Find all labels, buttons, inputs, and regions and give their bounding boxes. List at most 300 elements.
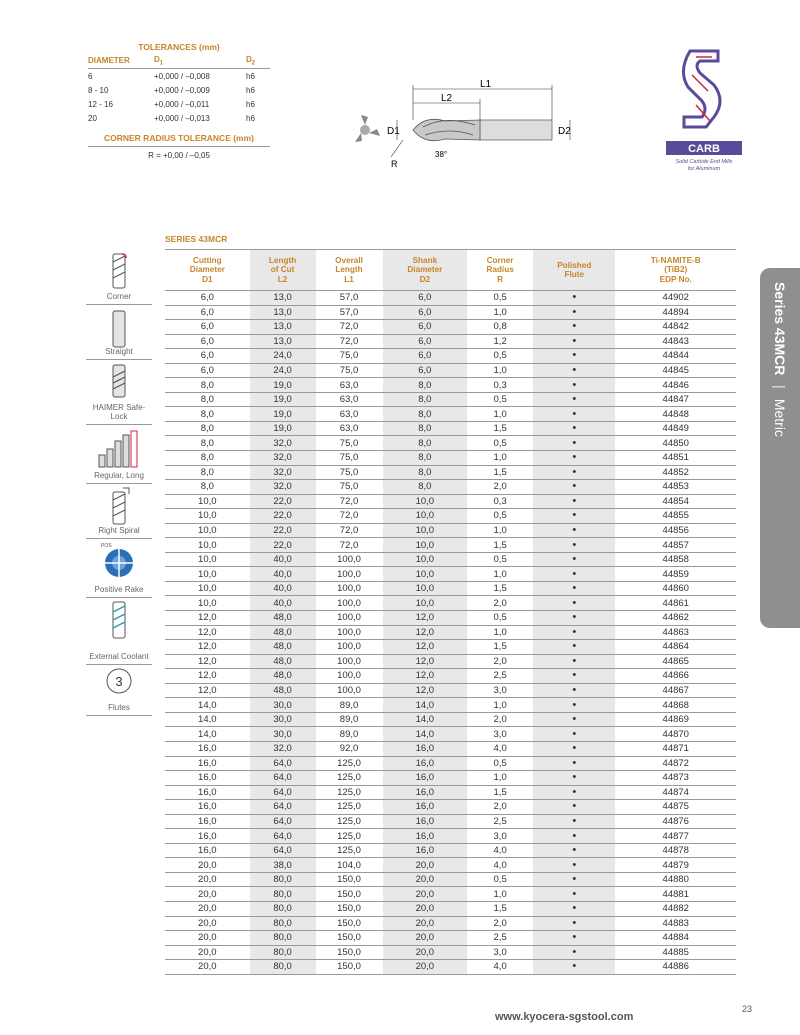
table-row (165, 363, 736, 378)
table-cell: 8,0 (383, 378, 468, 393)
table-cell: • (533, 785, 615, 800)
table-cell: 14,0 (383, 712, 468, 727)
table-cell: 6,0 (165, 305, 250, 320)
column-header-line: Shank (412, 255, 438, 265)
table-row (165, 378, 736, 393)
table-cell: 16,0 (165, 800, 250, 815)
table-cell: 44852 (615, 465, 736, 480)
table-cell: 44848 (615, 407, 736, 422)
column-header-line: EDP No. (659, 274, 692, 284)
table-row (165, 538, 736, 553)
table-cell: 16,0 (383, 785, 468, 800)
table-cell: 8,0 (165, 392, 250, 407)
table-cell: 16,0 (165, 829, 250, 844)
table-cell: 16,0 (165, 814, 250, 829)
table-cell: 44870 (615, 727, 736, 742)
table-cell: 63,0 (316, 378, 383, 393)
table-cell: 80,0 (250, 931, 316, 946)
table-row (165, 451, 736, 466)
table-cell: 20,0 (383, 945, 468, 960)
table-cell: 44876 (615, 814, 736, 829)
table-row (165, 349, 736, 364)
table-row (165, 872, 736, 887)
column-header-line: Length (335, 265, 363, 275)
table-cell: 44874 (615, 785, 736, 800)
table-cell: 10,0 (165, 567, 250, 582)
table-row (165, 756, 736, 771)
table-cell: 89,0 (316, 698, 383, 713)
table-cell: 48,0 (250, 640, 316, 655)
tolerance-row (88, 83, 270, 97)
table-cell: 38,0 (250, 858, 316, 873)
table-cell: • (533, 611, 615, 626)
table-cell: 4,0 (467, 960, 533, 975)
column-header-line: D2 (419, 274, 431, 284)
dim-d1-label: D1 (387, 126, 400, 137)
tolerances-header-d1: $D_1$ (154, 54, 246, 68)
table-cell: • (533, 669, 615, 684)
series-title: SERIES 43MCR (165, 234, 228, 244)
column-header-line: of Cut (270, 265, 295, 275)
tolerances-title: TOLERANCES (mm) (138, 42, 220, 52)
table-cell: 44882 (615, 901, 736, 916)
table-cell: 3,0 (467, 683, 533, 698)
table-cell: 19,0 (250, 407, 316, 422)
corner-radius-icon (108, 252, 130, 292)
table-cell: 63,0 (316, 407, 383, 422)
table-cell: 14,0 (383, 727, 468, 742)
tolerances-header-diameter: DIAMETER (88, 54, 154, 68)
table-cell: 44856 (615, 523, 736, 538)
table-row (165, 727, 736, 742)
table-cell: 150,0 (316, 872, 383, 887)
table-row (165, 829, 736, 844)
table-row (165, 625, 736, 640)
column-header (316, 250, 383, 291)
table-cell: • (533, 451, 615, 466)
table-cell: 125,0 (316, 771, 383, 786)
table-row (165, 669, 736, 684)
table-cell: 40,0 (250, 567, 316, 582)
table-cell: 20,0 (383, 960, 468, 975)
table-cell: 80,0 (250, 887, 316, 902)
table-cell: 4,0 (467, 741, 533, 756)
column-header-line: Flute (564, 270, 585, 279)
table-cell: 20,0 (165, 887, 250, 902)
table-row (165, 407, 736, 422)
table-cell: 44872 (615, 756, 736, 771)
table-cell: 44884 (615, 931, 736, 946)
table-cell: 89,0 (316, 727, 383, 742)
table-cell: 57,0 (316, 291, 383, 306)
table-cell: 44863 (615, 625, 736, 640)
side-tab-separator: | (772, 385, 788, 389)
table-cell: 44859 (615, 567, 736, 582)
table-cell: 10,0 (383, 567, 468, 582)
table-cell: 104,0 (316, 858, 383, 873)
dim-r-label: R (391, 159, 398, 169)
table-cell: 100,0 (316, 581, 383, 596)
table-cell: 12,0 (383, 683, 468, 698)
table-cell: 2,0 (467, 800, 533, 815)
table-cell: 44871 (615, 741, 736, 756)
table-row (165, 480, 736, 495)
table-cell: 8,0 (165, 480, 250, 495)
table-cell: 100,0 (316, 596, 383, 611)
table-cell: 6,0 (165, 334, 250, 349)
table-cell: 150,0 (316, 960, 383, 975)
table-cell: 72,0 (316, 320, 383, 335)
table-cell: 100,0 (316, 567, 383, 582)
table-cell: 44858 (615, 552, 736, 567)
dim-d2-label: D2 (558, 126, 571, 137)
table-cell: 72,0 (316, 334, 383, 349)
table-cell: 20,0 (165, 960, 250, 975)
table-cell: 30,0 (250, 712, 316, 727)
table-cell: 150,0 (316, 901, 383, 916)
table-cell: 1,5 (467, 538, 533, 553)
feature-flutes (86, 665, 152, 716)
flutes-count: 3 (115, 674, 123, 689)
table-row (165, 654, 736, 669)
table-cell: 44867 (615, 683, 736, 698)
table-cell: • (533, 480, 615, 495)
table-cell: 44864 (615, 640, 736, 655)
table-cell: 8,0 (383, 451, 468, 466)
table-row (165, 800, 736, 815)
table-cell: 16,0 (165, 771, 250, 786)
table-cell: 6,0 (165, 291, 250, 306)
table-cell: 44879 (615, 858, 736, 873)
table-cell: 48,0 (250, 683, 316, 698)
table-cell: 12,0 (165, 640, 250, 655)
table-cell: 32,0 (250, 480, 316, 495)
table-cell: 1,0 (467, 363, 533, 378)
table-cell: 44883 (615, 916, 736, 931)
table-cell: • (533, 654, 615, 669)
table-cell: 44860 (615, 581, 736, 596)
table-cell: 32,0 (250, 465, 316, 480)
table-cell: 1,5 (467, 901, 533, 916)
column-header-line: L2 (277, 274, 288, 284)
table-row (165, 494, 736, 509)
table-cell: 6,0 (165, 363, 250, 378)
table-cell: 2,5 (467, 814, 533, 829)
table-cell: 14,0 (165, 698, 250, 713)
table-cell: 80,0 (250, 872, 316, 887)
table-cell: 4,0 (467, 858, 533, 873)
table-cell: 12,0 (165, 625, 250, 640)
table-cell: • (533, 640, 615, 655)
table-cell: 1,0 (467, 698, 533, 713)
table-cell: 44869 (615, 712, 736, 727)
table-cell: 1,5 (467, 581, 533, 596)
table-cell: • (533, 407, 615, 422)
table-cell: 10,0 (165, 509, 250, 524)
table-cell: 72,0 (316, 494, 383, 509)
table-cell: 57,0 (316, 305, 383, 320)
table-cell: 44857 (615, 538, 736, 553)
table-cell: 16,0 (165, 756, 250, 771)
table-cell: 44865 (615, 654, 736, 669)
table-row (165, 596, 736, 611)
tolerance-cell: +0,000 / –0,013 (154, 113, 210, 123)
carb-tagline-2: for Aluminum (687, 166, 721, 172)
feature-corner-label: Corner (106, 292, 132, 301)
column-header-line: L1 (344, 274, 354, 284)
side-tab-unit: Metric (772, 398, 788, 437)
cross-section-icon (355, 115, 380, 142)
table-row (165, 291, 736, 306)
table-cell: 48,0 (250, 669, 316, 684)
tolerance-cell: 8 - 10 (88, 85, 109, 95)
svg-text:POS: POS (101, 543, 112, 549)
table-cell: • (533, 334, 615, 349)
feature-external-coolant-label: External Coolant (89, 652, 149, 661)
table-cell: 6,0 (383, 349, 468, 364)
table-cell: 0,5 (467, 436, 533, 451)
table-cell: 100,0 (316, 640, 383, 655)
table-cell: 8,0 (165, 421, 250, 436)
table-cell: 64,0 (250, 814, 316, 829)
feature-flutes-label: Flutes (108, 703, 130, 712)
table-row (165, 392, 736, 407)
feature-haimer (86, 360, 152, 425)
table-cell: 44902 (615, 291, 736, 306)
tolerances-header-d2: $D_2$ (246, 54, 270, 68)
feature-straight-label: Straight (105, 347, 133, 356)
table-cell: 125,0 (316, 785, 383, 800)
table-cell: 64,0 (250, 829, 316, 844)
table-cell: 22,0 (250, 494, 316, 509)
tolerance-cell: 12 - 16 (88, 99, 113, 109)
table-cell: • (533, 596, 615, 611)
table-cell: 10,0 (165, 494, 250, 509)
table-cell: 10,0 (165, 596, 250, 611)
table-row (165, 931, 736, 946)
table-cell: 75,0 (316, 363, 383, 378)
corner-radius-tolerance-value: R = +0,00 / –0,05 (148, 150, 210, 160)
table-row (165, 567, 736, 582)
table-cell: 44861 (615, 596, 736, 611)
table-cell: • (533, 305, 615, 320)
table-cell: • (533, 349, 615, 364)
table-cell: 13,0 (250, 334, 316, 349)
table-cell: 1,5 (467, 640, 533, 655)
tolerance-cell: 6 (88, 71, 93, 81)
table-row (165, 712, 736, 727)
tolerance-cell: +0,000 / –0,011 (154, 99, 210, 109)
table-cell: 44881 (615, 887, 736, 902)
table-cell: • (533, 756, 615, 771)
column-header-line: R (497, 274, 504, 284)
table-cell: • (533, 320, 615, 335)
table-row (165, 814, 736, 829)
right-spiral-icon (107, 486, 131, 526)
table-row (165, 960, 736, 975)
table-cell: 100,0 (316, 552, 383, 567)
table-cell: 8,0 (165, 451, 250, 466)
table-cell: 2,5 (467, 669, 533, 684)
table-cell: 44851 (615, 451, 736, 466)
table-cell: 22,0 (250, 509, 316, 524)
table-cell: 0,5 (467, 392, 533, 407)
table-cell: 72,0 (316, 538, 383, 553)
dim-l2-label: L2 (441, 93, 453, 104)
table-row (165, 683, 736, 698)
table-cell: • (533, 814, 615, 829)
table-cell: • (533, 771, 615, 786)
table-cell: 0,5 (467, 349, 533, 364)
table-cell: 19,0 (250, 392, 316, 407)
column-header (250, 250, 316, 291)
table-cell: 13,0 (250, 320, 316, 335)
table-cell: 75,0 (316, 480, 383, 495)
table-cell: 24,0 (250, 349, 316, 364)
table-row (165, 945, 736, 960)
table-cell: 20,0 (383, 916, 468, 931)
table-cell: 125,0 (316, 800, 383, 815)
table-row (165, 611, 736, 626)
table-cell: 40,0 (250, 596, 316, 611)
carb-logo (660, 45, 748, 175)
table-cell: 150,0 (316, 945, 383, 960)
table-cell: 44853 (615, 480, 736, 495)
carb-s-logo-icon (660, 45, 748, 175)
table-cell: 6,0 (383, 305, 468, 320)
column-header (383, 250, 468, 291)
column-header-line: D1 (202, 274, 213, 284)
table-cell: 125,0 (316, 829, 383, 844)
table-cell: 20,0 (165, 931, 250, 946)
helix-angle-label: 38° (435, 150, 448, 159)
column-header-line: Diameter (407, 265, 443, 275)
table-cell: 2,0 (467, 712, 533, 727)
table-cell: 16,0 (383, 771, 468, 786)
feature-regular-long (86, 425, 152, 484)
table-cell: 8,0 (165, 465, 250, 480)
table-row (165, 320, 736, 335)
table-cell: 10,0 (383, 538, 468, 553)
table-cell: 10,0 (383, 494, 468, 509)
table-cell: 48,0 (250, 625, 316, 640)
feature-straight (86, 305, 152, 360)
table-cell: 44880 (615, 872, 736, 887)
table-row (165, 901, 736, 916)
table-cell: 0,5 (467, 872, 533, 887)
table-cell: • (533, 901, 615, 916)
table-cell: 44843 (615, 334, 736, 349)
table-cell: 8,0 (383, 407, 468, 422)
table-cell: • (533, 843, 615, 858)
table-cell: • (533, 800, 615, 815)
table-cell: 44850 (615, 436, 736, 451)
feature-icons (86, 248, 152, 716)
table-cell: 2,0 (467, 480, 533, 495)
table-cell: 44854 (615, 494, 736, 509)
table-cell: 0,5 (467, 611, 533, 626)
carb-tagline-1: Solid Carbide End Mills (675, 159, 733, 165)
table-cell: 150,0 (316, 887, 383, 902)
table-cell: 12,0 (383, 669, 468, 684)
table-cell: 89,0 (316, 712, 383, 727)
table-cell: 16,0 (165, 785, 250, 800)
tolerance-row (88, 111, 270, 125)
table-cell: 44885 (615, 945, 736, 960)
tolerance-row (88, 68, 270, 83)
table-cell: 10,0 (383, 581, 468, 596)
table-cell: 63,0 (316, 421, 383, 436)
table-cell: 6,0 (165, 349, 250, 364)
table-cell: 40,0 (250, 552, 316, 567)
table-cell: 16,0 (383, 800, 468, 815)
column-header (467, 250, 533, 291)
feature-corner (86, 248, 152, 305)
table-cell: 16,0 (165, 741, 250, 756)
table-cell: 100,0 (316, 683, 383, 698)
table-row (165, 640, 736, 655)
table-cell: 1,0 (467, 625, 533, 640)
table-cell: 1,0 (467, 305, 533, 320)
table-cell: • (533, 698, 615, 713)
table-cell: • (533, 741, 615, 756)
table-cell: 20,0 (165, 858, 250, 873)
column-header-line: Length (268, 255, 297, 265)
table-cell: 1,0 (467, 451, 533, 466)
tolerance-cell: h6 (246, 71, 255, 81)
table-cell: 20,0 (165, 916, 250, 931)
table-row (165, 465, 736, 480)
table-row (165, 305, 736, 320)
feature-right-spiral-label: Right Spiral (98, 526, 140, 535)
table-cell: • (533, 916, 615, 931)
table-cell: 75,0 (316, 465, 383, 480)
side-tab-series: Series 43MCR (772, 282, 788, 376)
straight-shank-icon (110, 309, 128, 349)
table-cell: • (533, 494, 615, 509)
regular-long-icon (97, 429, 141, 469)
table-row (165, 698, 736, 713)
table-cell: 16,0 (383, 843, 468, 858)
table-cell: 1,0 (467, 771, 533, 786)
table-row (165, 858, 736, 873)
table-cell: 24,0 (250, 363, 316, 378)
haimer-safe-lock-icon (110, 363, 128, 399)
table-cell: 3,0 (467, 945, 533, 960)
table-cell: 12,0 (165, 669, 250, 684)
table-cell: 2,0 (467, 654, 533, 669)
table-cell: 44849 (615, 421, 736, 436)
table-cell: • (533, 552, 615, 567)
table-cell: 10,0 (165, 538, 250, 553)
table-row (165, 916, 736, 931)
table-cell: 32,0 (250, 436, 316, 451)
feature-external-coolant (86, 598, 152, 665)
table-cell: 75,0 (316, 436, 383, 451)
table-cell: 12,0 (383, 611, 468, 626)
external-coolant-icon (107, 600, 131, 640)
column-header-line: (TiB2) (664, 265, 688, 275)
table-cell: 8,0 (165, 378, 250, 393)
table-cell: 32,0 (250, 741, 316, 756)
table-cell: • (533, 887, 615, 902)
table-cell: 22,0 (250, 523, 316, 538)
table-cell: 64,0 (250, 771, 316, 786)
carb-logo-text: CARB (688, 143, 720, 155)
table-cell: • (533, 829, 615, 844)
footer-url[interactable]: www.kyocera-sgstool.com (495, 1011, 634, 1023)
table-cell: 125,0 (316, 756, 383, 771)
